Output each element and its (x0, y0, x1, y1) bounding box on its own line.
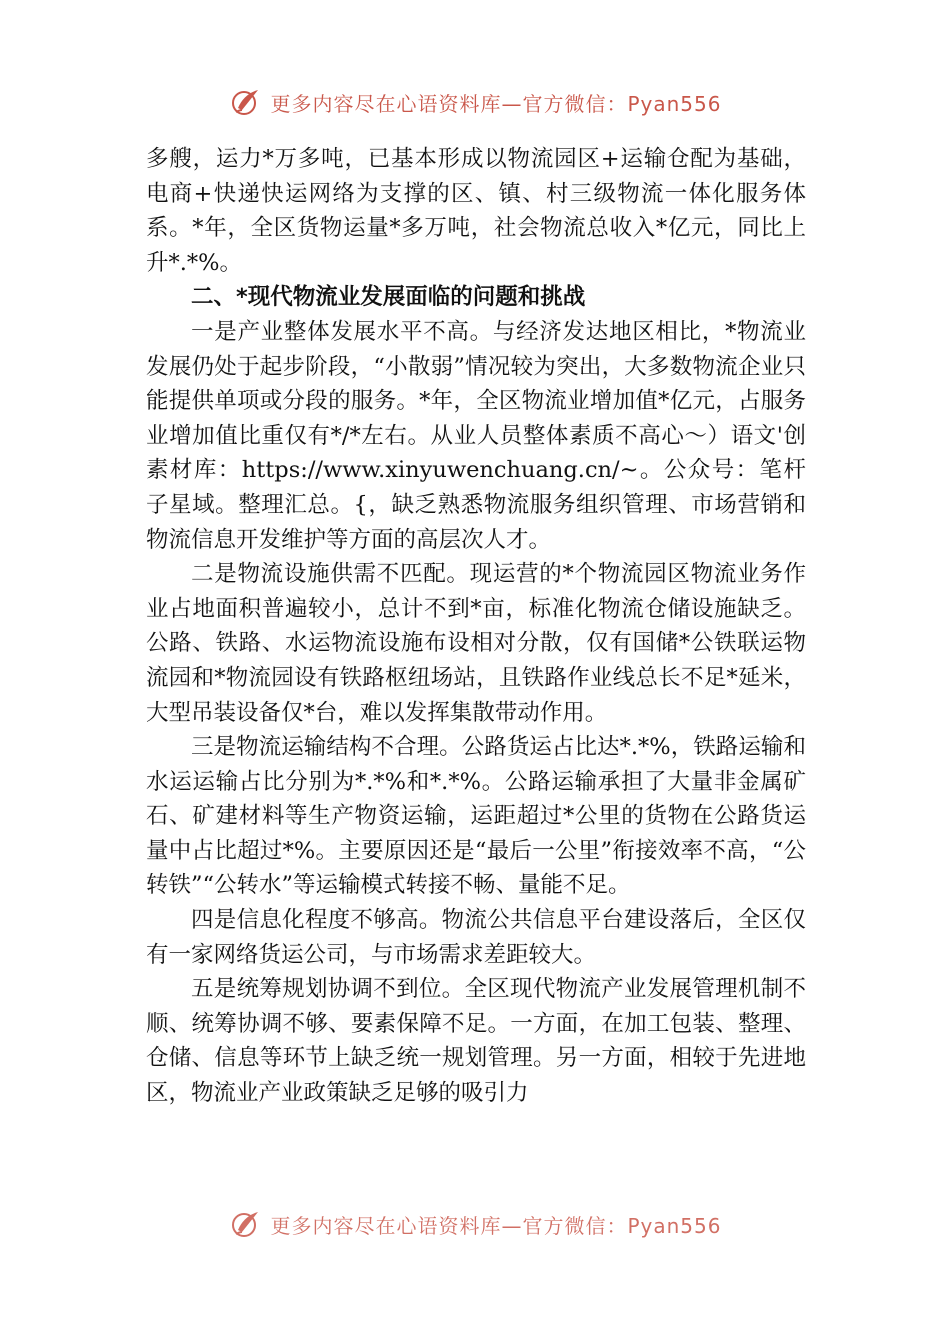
paragraph-facilities: 二是物流设施供需不匹配。现运营的*个物流园区物流业务作业占地面积普遍较小，总计不到*亩，标准化物流仓储设施缺乏。公路、铁路、水运物流设施布设相对分散，仅有国储*公铁联运物流园和*物流园设有铁路枢纽场站，且铁路作业线总长不足*延米，大型吊装设备仅*台，难以发挥集散带动作用。 (146, 561, 806, 726)
brush-logo-icon (228, 84, 264, 120)
paragraph-informatization: 四是信息化程度不够高。物流公共信息平台建设落后，全区仅有一家网络货运公司，与市场需求差距较大。 (146, 907, 806, 968)
paragraph-continuation: 多艘，运力*万多吨，已基本形成以物流园区+运输仓配为基础，电商+快递快运网络为支撑的区、镇、村三级物流一体化服务体系。*年，全区货物运量*多万吨，社会物流总收入*亿元，同比上升*.*%。 (146, 146, 806, 276)
paragraph-transport-structure: 三是物流运输结构不合理。公路货运占比达*.*%，铁路运输和水运运输占比分别为*.*%和*.*%。公路运输承担了大量非金属矿石、矿建材料等生产物资运输，运距超过*公里的货物在公路货运量中占比超过*%。主要原因还是“最后一公里”衔接效率不高，“公转铁”“公转水”等运输模式转接不畅、量能不足。 (146, 734, 806, 899)
section-heading: 二、*现代物流业发展面临的问题和挑战 (191, 284, 586, 311)
watermark-header (0, 82, 950, 122)
paragraph-planning: 五是统筹规划协调不到位。全区现代物流产业发展管理机制不顺、统筹协调不够、要素保障不足。一方面，在加工包装、整理、仓储、信息等环节上缺乏统一规划管理。另一方面，相较于先进地区，物流业产业政策缺乏足够的吸引力 (146, 976, 806, 1107)
body-text (146, 142, 806, 1111)
paragraph-industry-level: 一是产业整体发展水平不高。与经济发达地区相比，*物流业发展仍处于起步阶段，“小散弱”情况较为突出，大多数物流企业只能提供单项或分段的服务。*年，全区物流业增加值*亿元，占服务业增加值比重仅有*/*左右。从业人员整体素质不高心～）语文'创素材库：https://www.xinyuwenchuang.cn/~。公众号：笔杆子星域。整理汇总。{，缺乏熟悉物流服务组织管理、市场营销和物流信息开发维护等方面的高层次人才。 (146, 318, 806, 553)
brush-logo-icon (228, 1206, 264, 1242)
watermark-text: 更多内容尽在心语资料库—官方微信：Pyan556 (270, 91, 722, 116)
watermark-footer (0, 1204, 950, 1244)
watermark-text: 更多内容尽在心语资料库—官方微信：Pyan556 (270, 1213, 722, 1238)
